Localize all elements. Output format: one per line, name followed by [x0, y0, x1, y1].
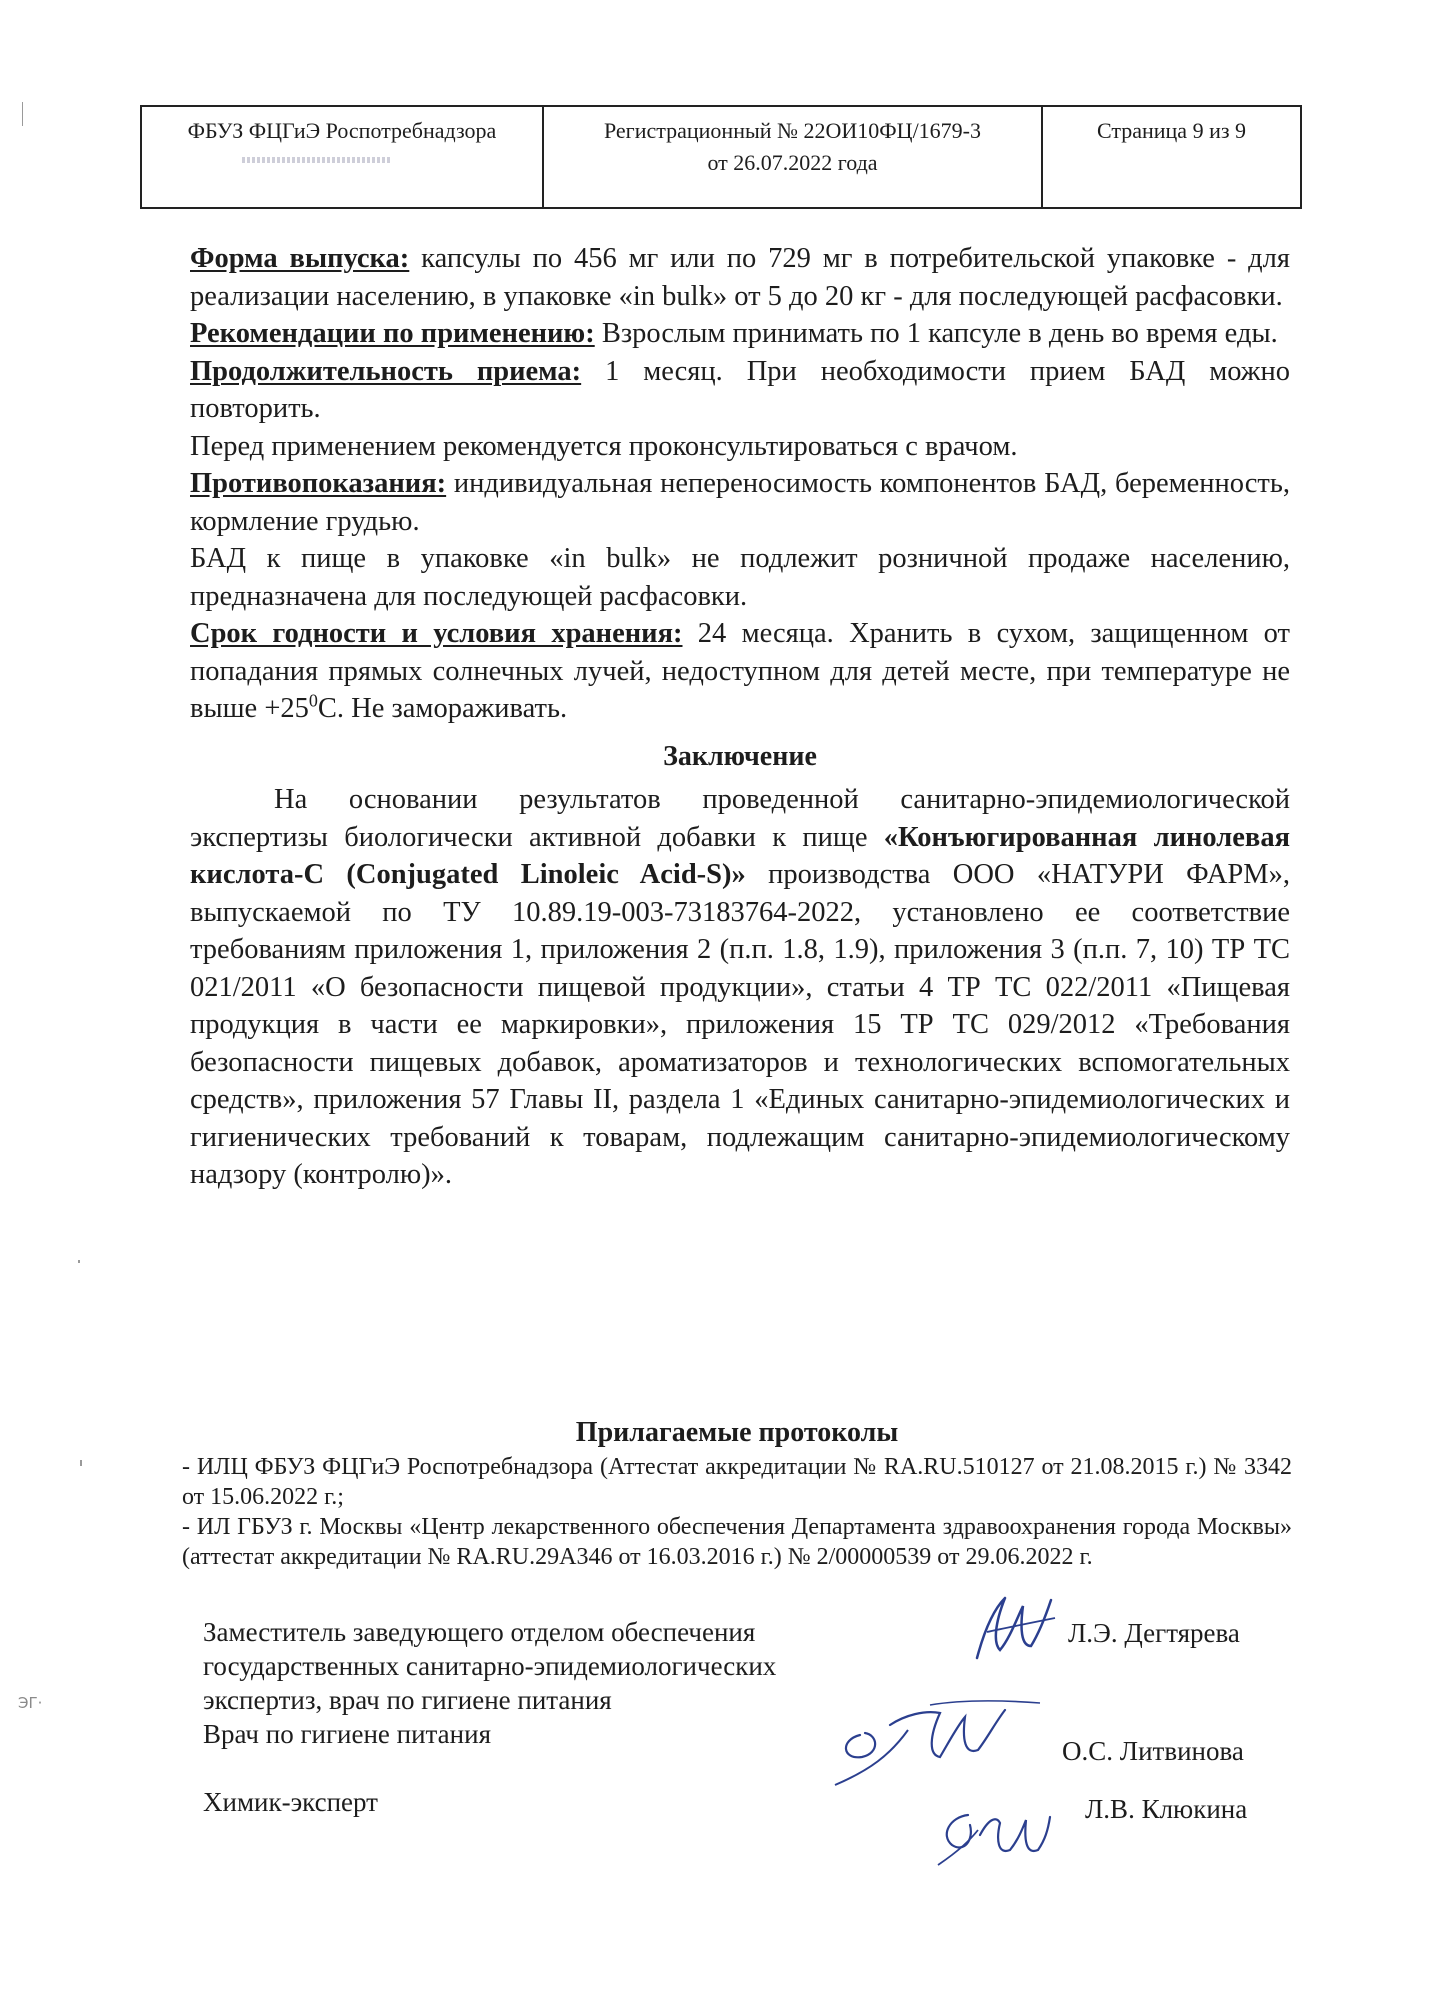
section-contra [190, 465, 1290, 540]
header-reg-date: от 26.07.2022 года [707, 150, 878, 175]
header-page-cell [1043, 107, 1300, 207]
signature-degtyareva [965, 1588, 1065, 1668]
header-faint-stamp [242, 157, 392, 163]
header-org: ФБУЗ ФЦГиЭ Роспотребнадзора [187, 118, 497, 143]
scan-speck [80, 1460, 82, 1466]
signature-klyukina [930, 1795, 1060, 1870]
section-form-label: Форма выпуска: [190, 243, 410, 274]
protocol-item: - ИЛЦ ФБУЗ ФЦГиЭ Роспотребнадзора (Аттестат аккредитации № RA.RU.510127 от 21.08.2015 г.) № 3342 от 15.06.2022 г.; [182, 1454, 1292, 1510]
section-storage-label: Срок годности и условия хранения: [190, 618, 683, 649]
protocol-item: - ИЛ ГБУЗ г. Москвы «Центр лекарственного обеспечения Департамента здравоохранения города Москвы» (аттестат аккредитации № RA.RU.29A346 от 16.03.2016 г.) № 2/00000539 от 29.06.2022 г. [182, 1514, 1292, 1570]
section-duration-text: 1 месяц. При необходимости прием БАД можно повторить. [190, 355, 1290, 424]
section-duration [190, 353, 1290, 428]
section-bulk-note: БАД к пище в упаковке «in bulk» не подлежит розничной продаже населению, предназначена для последующей расфасовки. [190, 543, 1290, 612]
role-line: Заместитель заведующего отделом обеспечения [203, 1617, 756, 1647]
section-recommend-text: Взрослым принимать по 1 капсуле в день во время еды. [594, 318, 1278, 349]
section-contra-text: индивидуальная непереносимость компонентов БАД, беременность, кормление грудью. [190, 468, 1290, 537]
scan-speck [22, 102, 23, 126]
signer-name-litvinova: О.С. Литвинова [1062, 1736, 1244, 1766]
section-storage-text: 24 месяца. Хранить в сухом, защищенном от попадания прямых солнечных лучей, недоступном для детей месте, при температуре не выше +25 [190, 618, 1290, 724]
header-reg-cell [544, 107, 1043, 207]
header-reg-number: Регистрационный № 22ОИ10ФЦ/1679-3 [603, 118, 982, 143]
header-page-number: Страница 9 из 9 [1096, 118, 1247, 143]
signature-litvinova [830, 1695, 1050, 1795]
role-line: экспертиз, врач по гигиене питания [203, 1685, 612, 1715]
section-consult: Перед применением рекомендуется проконсультироваться с врачом. [190, 430, 1018, 462]
role-line: Врач по гигиене питания [203, 1719, 491, 1749]
protocols-title: Прилагаемые протоколы [575, 1417, 899, 1448]
section-storage-text-end: С. Не замораживать. [317, 693, 568, 724]
section-form-text: капсулы по 456 мг или по 729 мг в потребительской упаковке - для реализации населению, в упаковке «in bulk» от 5 до 20 кг - для последующей расфасовки. [190, 243, 1290, 312]
section-recommend [190, 315, 1290, 353]
signer-name-degtyareva: Л.Э. Дегтярева [1068, 1618, 1240, 1648]
role-line: государственных санитарно-эпидемиологических [203, 1651, 777, 1681]
degree-superscript: 0 [308, 690, 318, 711]
scan-speck [78, 1260, 80, 1263]
section-recommend-label: Рекомендации по применению: [190, 318, 595, 349]
section-storage [190, 615, 1290, 728]
scan-edge-mark: ЭГ· [18, 1694, 43, 1712]
header-table [140, 105, 1302, 209]
conclusion-product: «Конъюгированная линолевая кислота-С (Conjugated Linoleic Acid-S)» [190, 821, 1290, 890]
conclusion-title: Заключение [663, 740, 817, 772]
signer-name-klyukina: Л.В. Клюкина [1085, 1794, 1248, 1824]
conclusion-rest: производства ООО «НАТУРИ ФАРМ», выпускаемой по ТУ 10.89.19-003-73183764-2022, установлено ее соответствие требованиям приложения 1, приложения 2 (п.п. 1.8, 1.9), приложения 3 (п.п. 7, 10) ТР ТС 021/2011 «О безопасности пищевой продукции», статьи 4 ТР ТС 022/2011 «Пищевая продукция в части ее маркировки», приложения 15 ТР ТС 029/2012 «Требования безопасности пищевых добавок, ароматизаторов и технологических вспомогательных средств», приложения 57 Главы II, раздела 1 «Единых санитарно-эпидемиологических и гигиенических требований к товарам, подлежащим санитарно-эпидемиологическому надзору (контролю)». [190, 859, 1290, 1190]
conclusion-intro: На основании результатов проведенной санитарно-эпидемиологической экспертизы биологически активной добавки к пище [190, 784, 1290, 853]
section-contra-label: Противопоказания: [190, 468, 447, 499]
protocols-section [182, 1418, 1292, 1572]
signatory-roles [203, 1615, 776, 1819]
section-form [190, 240, 1290, 315]
role-chemist: Химик-эксперт [203, 1787, 378, 1817]
conclusion-text [190, 781, 1290, 1194]
section-duration-label: Продолжительность приема: [190, 355, 582, 387]
document-body [190, 240, 1290, 1194]
header-org-cell [142, 107, 544, 207]
